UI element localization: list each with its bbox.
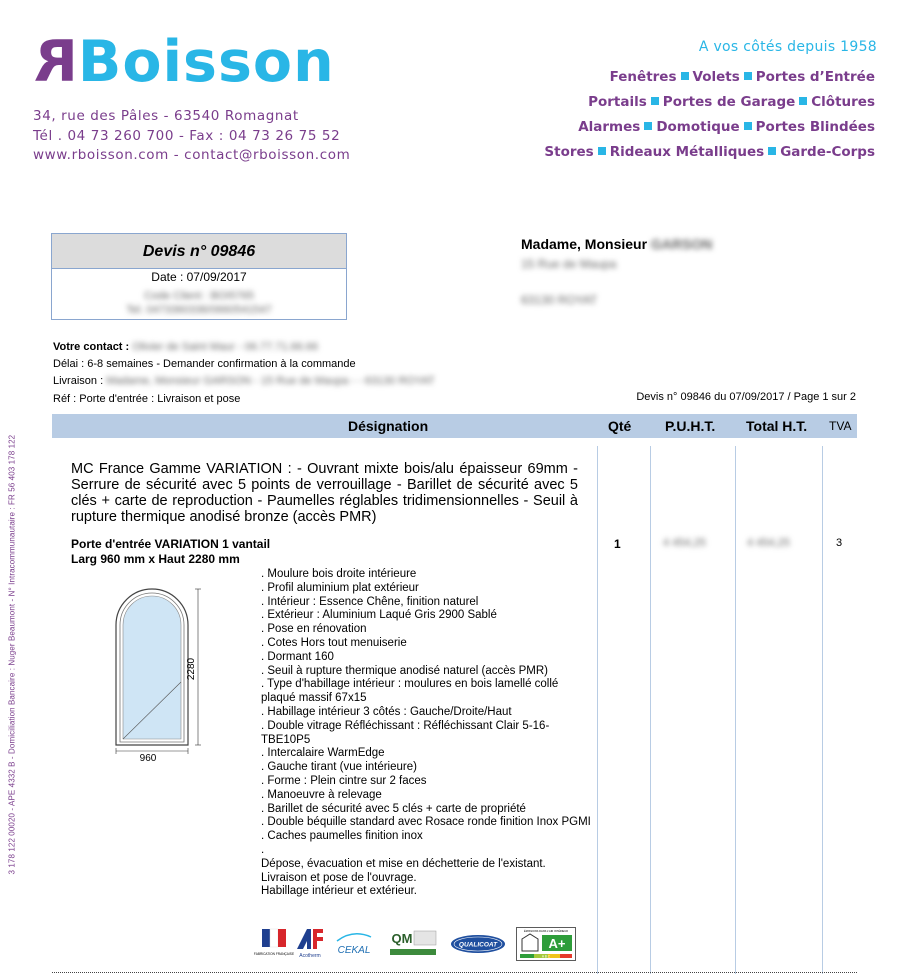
- spec-line: . Manoeuvre à relevage: [261, 788, 382, 801]
- spec-line: . Habillage intérieur 3 côtés : Gauche/Droite/Haut: [261, 705, 512, 718]
- item-unit-price: 4 454,25: [663, 537, 706, 549]
- item-qty: 1: [614, 537, 621, 551]
- company-address: 34, rue des Pâles - 63540 Romagnat: [33, 108, 299, 124]
- spec-line: Dépose, évacuation et mise en déchetterie de l'existant.: [261, 857, 546, 870]
- item-description: MC France Gamme VARIATION : - Ouvrant mixte bois/alu épaisseur 69mm - Serrure de sécurité avec 5 points de verrouillage - Barillet de sécurité avec 5 clés + carte de reproduction - Paumelles réglables tridimensionnelles - Seuil à rupture thermique anodisé bronze (accès PMR): [71, 461, 578, 525]
- header-tva: TVA: [829, 419, 852, 433]
- client-address-block: [521, 236, 712, 307]
- acotherm-badge: [293, 927, 327, 961]
- client-code: Code Client : BOI5765: [143, 290, 255, 302]
- livraison-value: Madame, Monsieur GARSON - 15 Rue de Maupa - - 63130 ROYAT: [106, 375, 435, 388]
- legal-side-text: 3 178 122 00020 - APE 4332 B - Domiciliation Bancaire : Nuger Beaumont - N° Intracommunautaire : FR 56 403 178 122: [7, 434, 17, 875]
- service-item: Rideaux Métalliques: [609, 144, 765, 160]
- client-salutation: Madame, Monsieur: [521, 236, 648, 252]
- spec-line: . Double vitrage Réfléchissant : Réfléchissant Clair 5-16-TBE10P5: [261, 719, 550, 746]
- item-product: [71, 537, 270, 567]
- company-contact-block: [33, 107, 350, 166]
- contact-label: Votre contact :: [53, 341, 130, 353]
- fabrication-label: FABRICATION FRANÇAISE: [253, 952, 295, 956]
- service-separator: [681, 72, 689, 80]
- item-tva: 3: [836, 537, 843, 549]
- service-item: Portes d’Entrée: [755, 69, 875, 85]
- client-city: 63130 ROYAT: [521, 293, 598, 307]
- cekal-label: CEKAL: [337, 945, 371, 956]
- table-bottom-border: [52, 972, 857, 973]
- service-item: Stores: [544, 144, 594, 160]
- air-quality-label-icon: [516, 927, 576, 961]
- service-separator: [644, 122, 652, 130]
- spec-line: . Profil aluminium plat extérieur: [261, 581, 419, 594]
- service-item: Portails: [588, 94, 647, 110]
- column-divider: [597, 446, 598, 974]
- spec-line: . Seuil à rupture thermique anodisé naturel (accès PMR): [261, 664, 549, 677]
- column-divider: [822, 446, 823, 974]
- spec-line: . Type d'habillage intérieur : moulures en bois lamellé collé plaqué massif 67x15: [261, 678, 559, 705]
- acotherm-label: Acotherm: [299, 953, 321, 959]
- service-separator: [744, 122, 752, 130]
- cekal-badge: [333, 927, 375, 961]
- client-name: GARSON: [650, 236, 713, 252]
- spec-line: . Moulure bois droite intérieure: [261, 568, 417, 580]
- door-glass: [123, 596, 181, 739]
- logo-mark: R: [33, 29, 78, 95]
- service-separator: [651, 97, 659, 105]
- spec-line: . Caches paumelles finition inox: [261, 830, 423, 843]
- services-line: [544, 65, 875, 90]
- door-drawing: [108, 585, 208, 765]
- logo-name: Boisson: [77, 29, 335, 95]
- column-divider: [735, 446, 736, 974]
- item-specifications: [261, 568, 591, 899]
- indoor-air-emission-badge: [516, 927, 576, 961]
- delivery-delay: Délai : 6-8 semaines - Demander confirmation à la commande: [53, 358, 356, 371]
- france-flag-icon: [253, 927, 295, 961]
- services-line: [544, 140, 875, 165]
- air-quality-title: ÉMISSIONS DANS L'AIR INTÉRIEUR: [523, 930, 569, 933]
- spec-line: . Dormant 160: [261, 650, 334, 663]
- spec-line: . Pose en rénovation: [261, 623, 367, 636]
- service-item: Clôtures: [811, 94, 875, 110]
- service-item: Garde-Corps: [780, 144, 875, 160]
- spec-line: . Intercalaire WarmEdge: [261, 747, 385, 760]
- quote-box: [51, 233, 347, 320]
- air-quality-grade: A+: [548, 936, 566, 951]
- width-dimension-label: 960: [139, 753, 157, 764]
- acotherm-logo-icon: [293, 927, 327, 961]
- company-phone-fax: Tél . 04 73 260 700 - Fax : 04 73 26 75 52: [33, 127, 341, 144]
- services-line: [544, 115, 875, 140]
- column-divider: [650, 446, 651, 974]
- spec-line: . Intérieur : Essence Chêne, finition naturel: [261, 595, 479, 608]
- service-item: Alarmes: [578, 119, 641, 135]
- header-unit-price: P.U.H.T.: [665, 418, 716, 434]
- client-street: 15 Rue de Maupa: [521, 257, 617, 271]
- company-tagline: A vos côtés depuis 1958: [698, 39, 877, 55]
- service-item: Domotique: [656, 119, 740, 135]
- quote-title: Devis n° 09846: [52, 234, 346, 269]
- spec-line: Habillage intérieur et extérieur.: [261, 885, 417, 898]
- header-qty: Qté: [608, 418, 632, 434]
- item-total: 4 454,25: [747, 537, 790, 549]
- spec-line: . Gauche tirant (vue intérieure): [261, 761, 417, 774]
- header-designation: Désignation: [348, 418, 429, 434]
- certification-badges: [253, 927, 580, 961]
- service-item: Volets: [692, 69, 740, 85]
- company-logo: [33, 29, 335, 95]
- table-header: [52, 414, 857, 438]
- spec-line: . Barillet de sécurité avec 5 clés + carte de propriété: [261, 802, 526, 815]
- item-product-name: Porte d'entrée VARIATION 1 vantail: [71, 537, 271, 551]
- service-item: Portes de Garage: [662, 94, 796, 110]
- spec-line: . Cotes Hors tout menuiserie: [261, 636, 407, 649]
- company-web-email: www.rboisson.com - contact@rboisson.com: [33, 147, 351, 163]
- spec-line: . Extérieur : Aluminium Laqué Gris 2900 Sablé: [261, 609, 497, 622]
- qm-logo-icon: [386, 927, 440, 961]
- cekal-logo-icon: [333, 927, 375, 961]
- livraison-label: Livraison :: [53, 375, 104, 388]
- spec-line: .: [261, 843, 265, 856]
- service-separator: [799, 97, 807, 105]
- fabrication-francaise-badge: [253, 927, 295, 961]
- contact-value: Olivier de Saint Maur - 06.77.71.66.66: [132, 341, 319, 353]
- service-item: Fenêtres: [609, 69, 677, 85]
- qualicoat-label: QUALICOAT: [458, 941, 498, 949]
- service-separator: [768, 147, 776, 155]
- quote-date: Date : 07/09/2017: [151, 270, 247, 284]
- height-dimension-label: 2280: [186, 657, 197, 681]
- qm-badge: [386, 927, 440, 961]
- item-product-size: Larg 960 mm x Haut 2280 mm: [71, 552, 240, 566]
- qualicoat-badge: [450, 927, 506, 961]
- service-separator: [744, 72, 752, 80]
- spec-line: . Double béquille standard avec Rosace ronde finition Inox PGMI: [261, 816, 591, 829]
- services-list: [544, 65, 875, 165]
- air-quality-scale: A B C: [541, 954, 551, 959]
- spec-line: Livraison et pose de l'ouvrage.: [261, 871, 417, 884]
- client-phone: Tel. 0473360336/0660541547: [126, 304, 272, 316]
- service-item: Portes Blindées: [755, 119, 875, 135]
- qm-label: QM: [391, 931, 413, 946]
- qualicoat-logo-icon: [450, 927, 506, 961]
- services-line: [544, 90, 875, 115]
- service-separator: [598, 147, 606, 155]
- spec-line: . Forme : Plein cintre sur 2 faces: [261, 774, 427, 787]
- quote-meta: [53, 339, 435, 408]
- page-reference: Devis n° 09846 du 07/09/2017 / Page 1 sur 2: [636, 391, 856, 403]
- quote-reference: Réf : Porte d'entrée : Livraison et pose: [53, 392, 241, 405]
- header-total: Total H.T.: [746, 418, 808, 434]
